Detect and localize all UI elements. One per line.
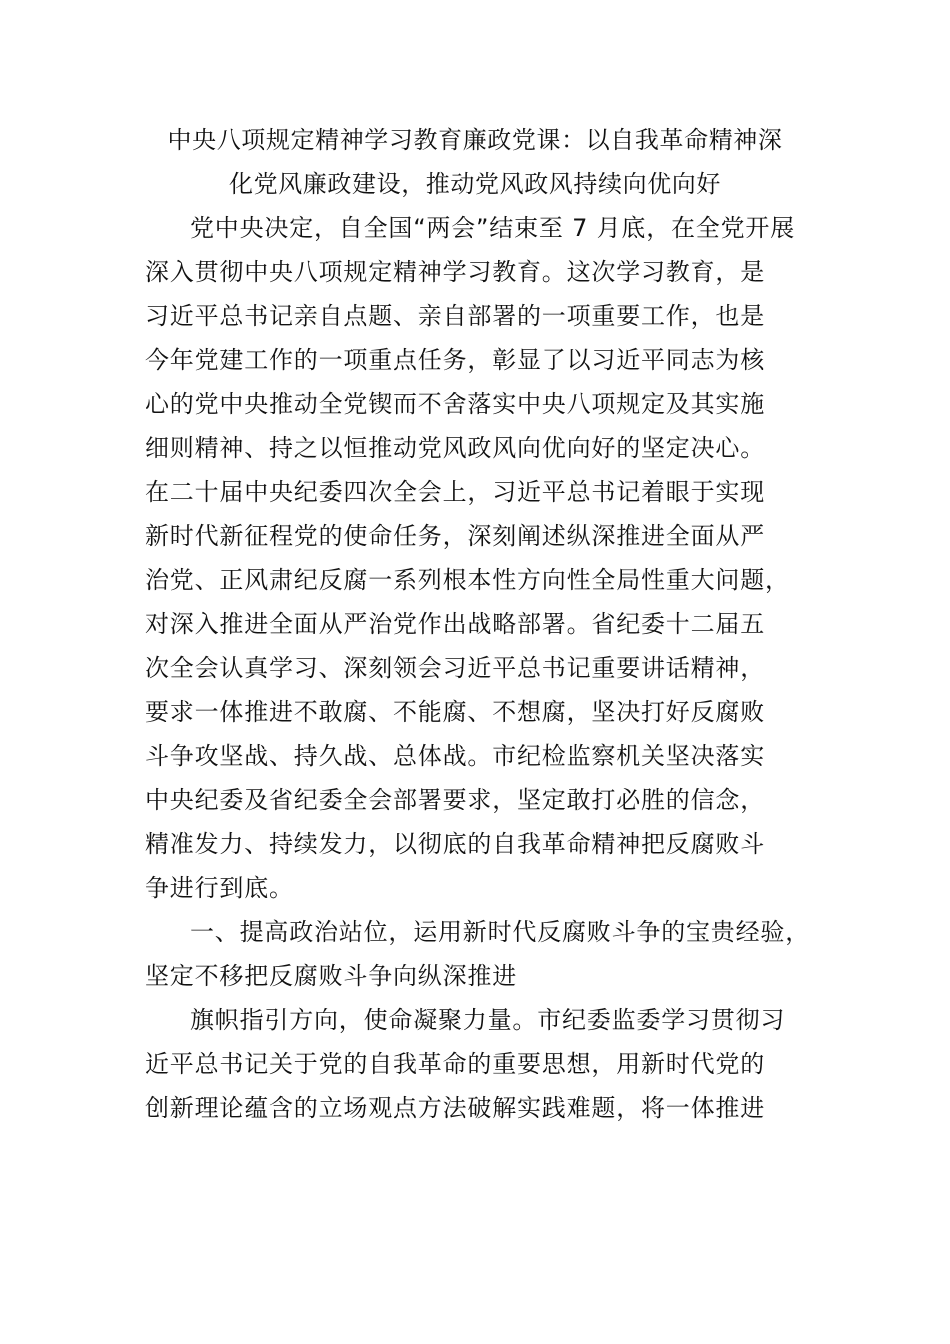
- paragraph-2-line-1: 旗帜指引方向，使命凝聚力量。市纪委监委学习贯彻习: [190, 1006, 786, 1034]
- paragraph-1-line-16: 争进行到底。: [145, 874, 294, 902]
- paragraph-1-line-11: 次全会认真学习、深刻领会习近平总书记重要讲话精神，: [145, 654, 765, 682]
- paragraph-1-line-4: 今年党建工作的一项重点任务，彰显了以习近平同志为核: [145, 346, 765, 374]
- paragraph-1-line-8: 新时代新征程党的使命任务，深刻阐述纵深推进全面从严: [145, 522, 765, 550]
- paragraph-1-line-13: 斗争攻坚战、持久战、总体战。市纪检监察机关坚决落实: [145, 742, 765, 770]
- section-heading-line-2: 坚定不移把反腐败斗争向纵深推进: [145, 962, 517, 990]
- paragraph-1-line-7: 在二十届中央纪委四次全会上，习近平总书记着眼于实现: [145, 478, 765, 506]
- paragraph-1-line-10: 对深入推进全面从严治党作出战略部署。省纪委十二届五: [145, 610, 765, 638]
- paragraph-1-line-12: 要求一体推进不敢腐、不能腐、不想腐，坚决打好反腐败: [145, 698, 765, 726]
- document-title-line-2: 化党风廉政建设，推动党风政风持续向优向好: [229, 170, 721, 198]
- paragraph-1-line-3: 习近平总书记亲自点题、亲自部署的一项重要工作，也是: [145, 302, 765, 330]
- paragraph-2-line-2: 近平总书记关于党的自我革命的重要思想，用新时代党的: [145, 1050, 765, 1078]
- document-title-line-1: 中央八项规定精神学习教育廉政党课：以自我革命精神深: [167, 126, 783, 154]
- paragraph-1-line-6: 细则精神、持之以恒推动党风政风向优向好的坚定决心。: [145, 434, 765, 462]
- paragraph-1-line-1: 党中央决定，自全国“两会”结束至 7 月底，在全党开展: [190, 214, 795, 242]
- paragraph-1-line-9: 治党、正风肃纪反腐一系列根本性方向性全局性重大问题，: [145, 566, 790, 594]
- section-heading-line-1: 一、提高政治站位，运用新时代反腐败斗争的宝贵经验，: [190, 918, 810, 946]
- paragraph-2-line-3: 创新理论蕴含的立场观点方法破解实践难题，将一体推进: [145, 1094, 765, 1122]
- paragraph-1-line-2: 深入贯彻中央八项规定精神学习教育。这次学习教育，是: [145, 258, 765, 286]
- paragraph-1-line-15: 精准发力、持续发力，以彻底的自我革命精神把反腐败斗: [145, 830, 765, 858]
- paragraph-1-line-5: 心的党中央推动全党锲而不舍落实中央八项规定及其实施: [145, 390, 765, 418]
- paragraph-1-line-14: 中央纪委及省纪委全会部署要求，坚定敢打必胜的信念，: [145, 786, 765, 814]
